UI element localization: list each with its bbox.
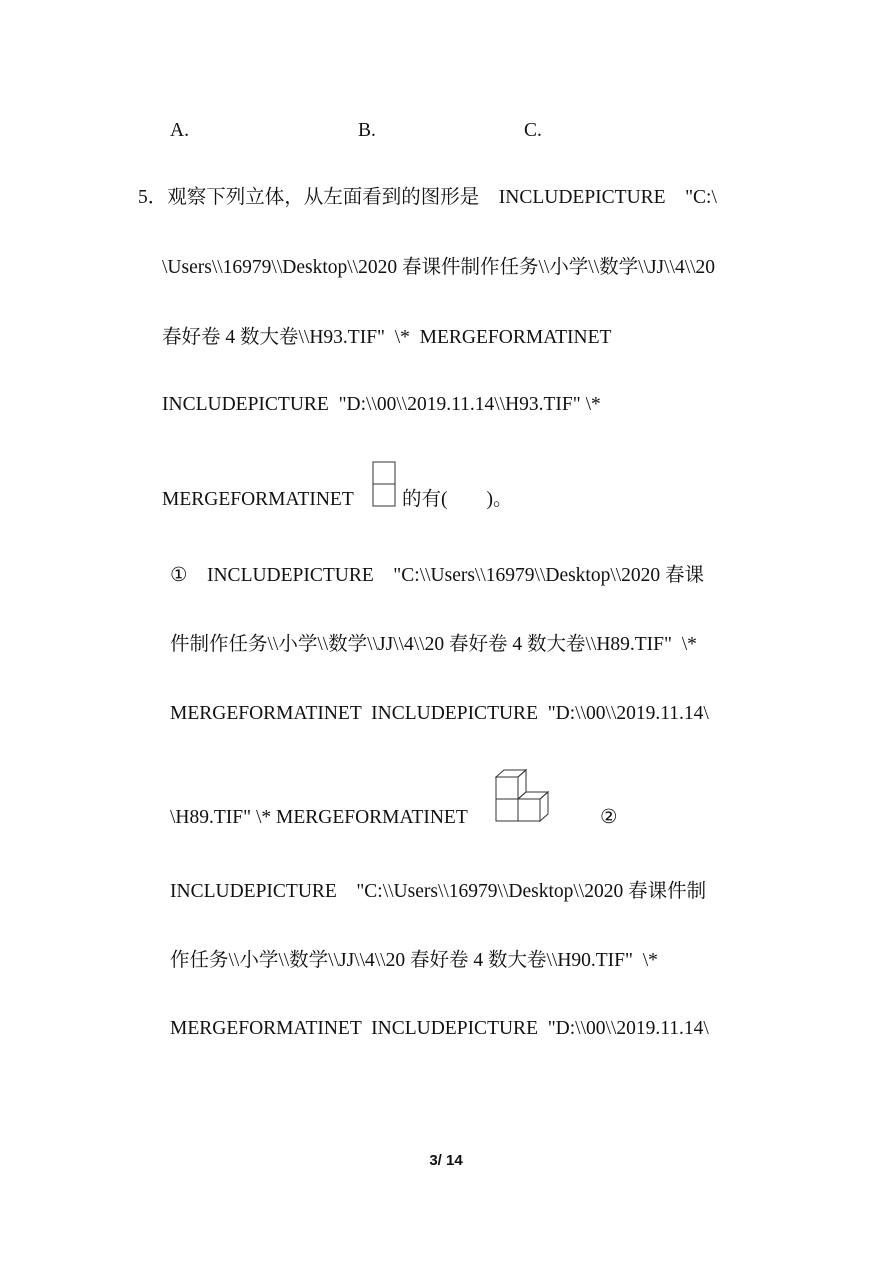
item2-line-3: MERGEFORMATINET INCLUDEPICTURE "D:\\00\\2019.11.14\ [170,1018,709,1039]
item2-marker: ② [600,807,618,828]
option-b: B. [358,120,376,141]
item2-line-2: 作任务\\小学\\数学\\JJ\\4\\20 春好卷 4 数大卷\\H90.TIF" \* [170,950,658,971]
item1-line-2: 件制作任务\\小学\\数学\\JJ\\4\\20 春好卷 4 数大卷\\H89.TIF" \* [170,634,697,655]
q5-line-3: 春好卷 4 数大卷\\H93.TIF" \* MERGEFORMATINET [162,327,612,348]
item1-line-1: ① INCLUDEPICTURE "C:\\Users\\16979\\Desktop\\2020 春课 [170,565,705,586]
item1-line-4: \H89.TIF" \* MERGEFORMATINET [170,807,468,828]
option-c: C. [524,120,542,141]
q5-line-5-post: 的有( )。 [402,489,513,510]
q5-line-2: \Users\\16979\\Desktop\\2020 春课件制作任务\\小学\\数学\\JJ\\4\\20 [162,257,716,278]
cube-stack-figure-1 [493,767,553,827]
left-view-figure [372,461,398,509]
q5-line-5-pre: MERGEFORMATINET [162,489,354,510]
q5-line-4: INCLUDEPICTURE "D:\\00\\2019.11.14\\H93.TIF" \* [162,394,601,415]
item2-line-1: INCLUDEPICTURE "C:\\Users\\16979\\Desktop\\2020 春课件制 [170,881,707,902]
q5-line-1: 5．观察下列立体，从左面看到的图形是 INCLUDEPICTURE "C:\ [138,187,717,208]
item1-line-3: MERGEFORMATINET INCLUDEPICTURE "D:\\00\\2019.11.14\ [170,703,709,724]
page-number: 3/ 14 [429,1152,463,1169]
option-a: A. [170,120,189,141]
